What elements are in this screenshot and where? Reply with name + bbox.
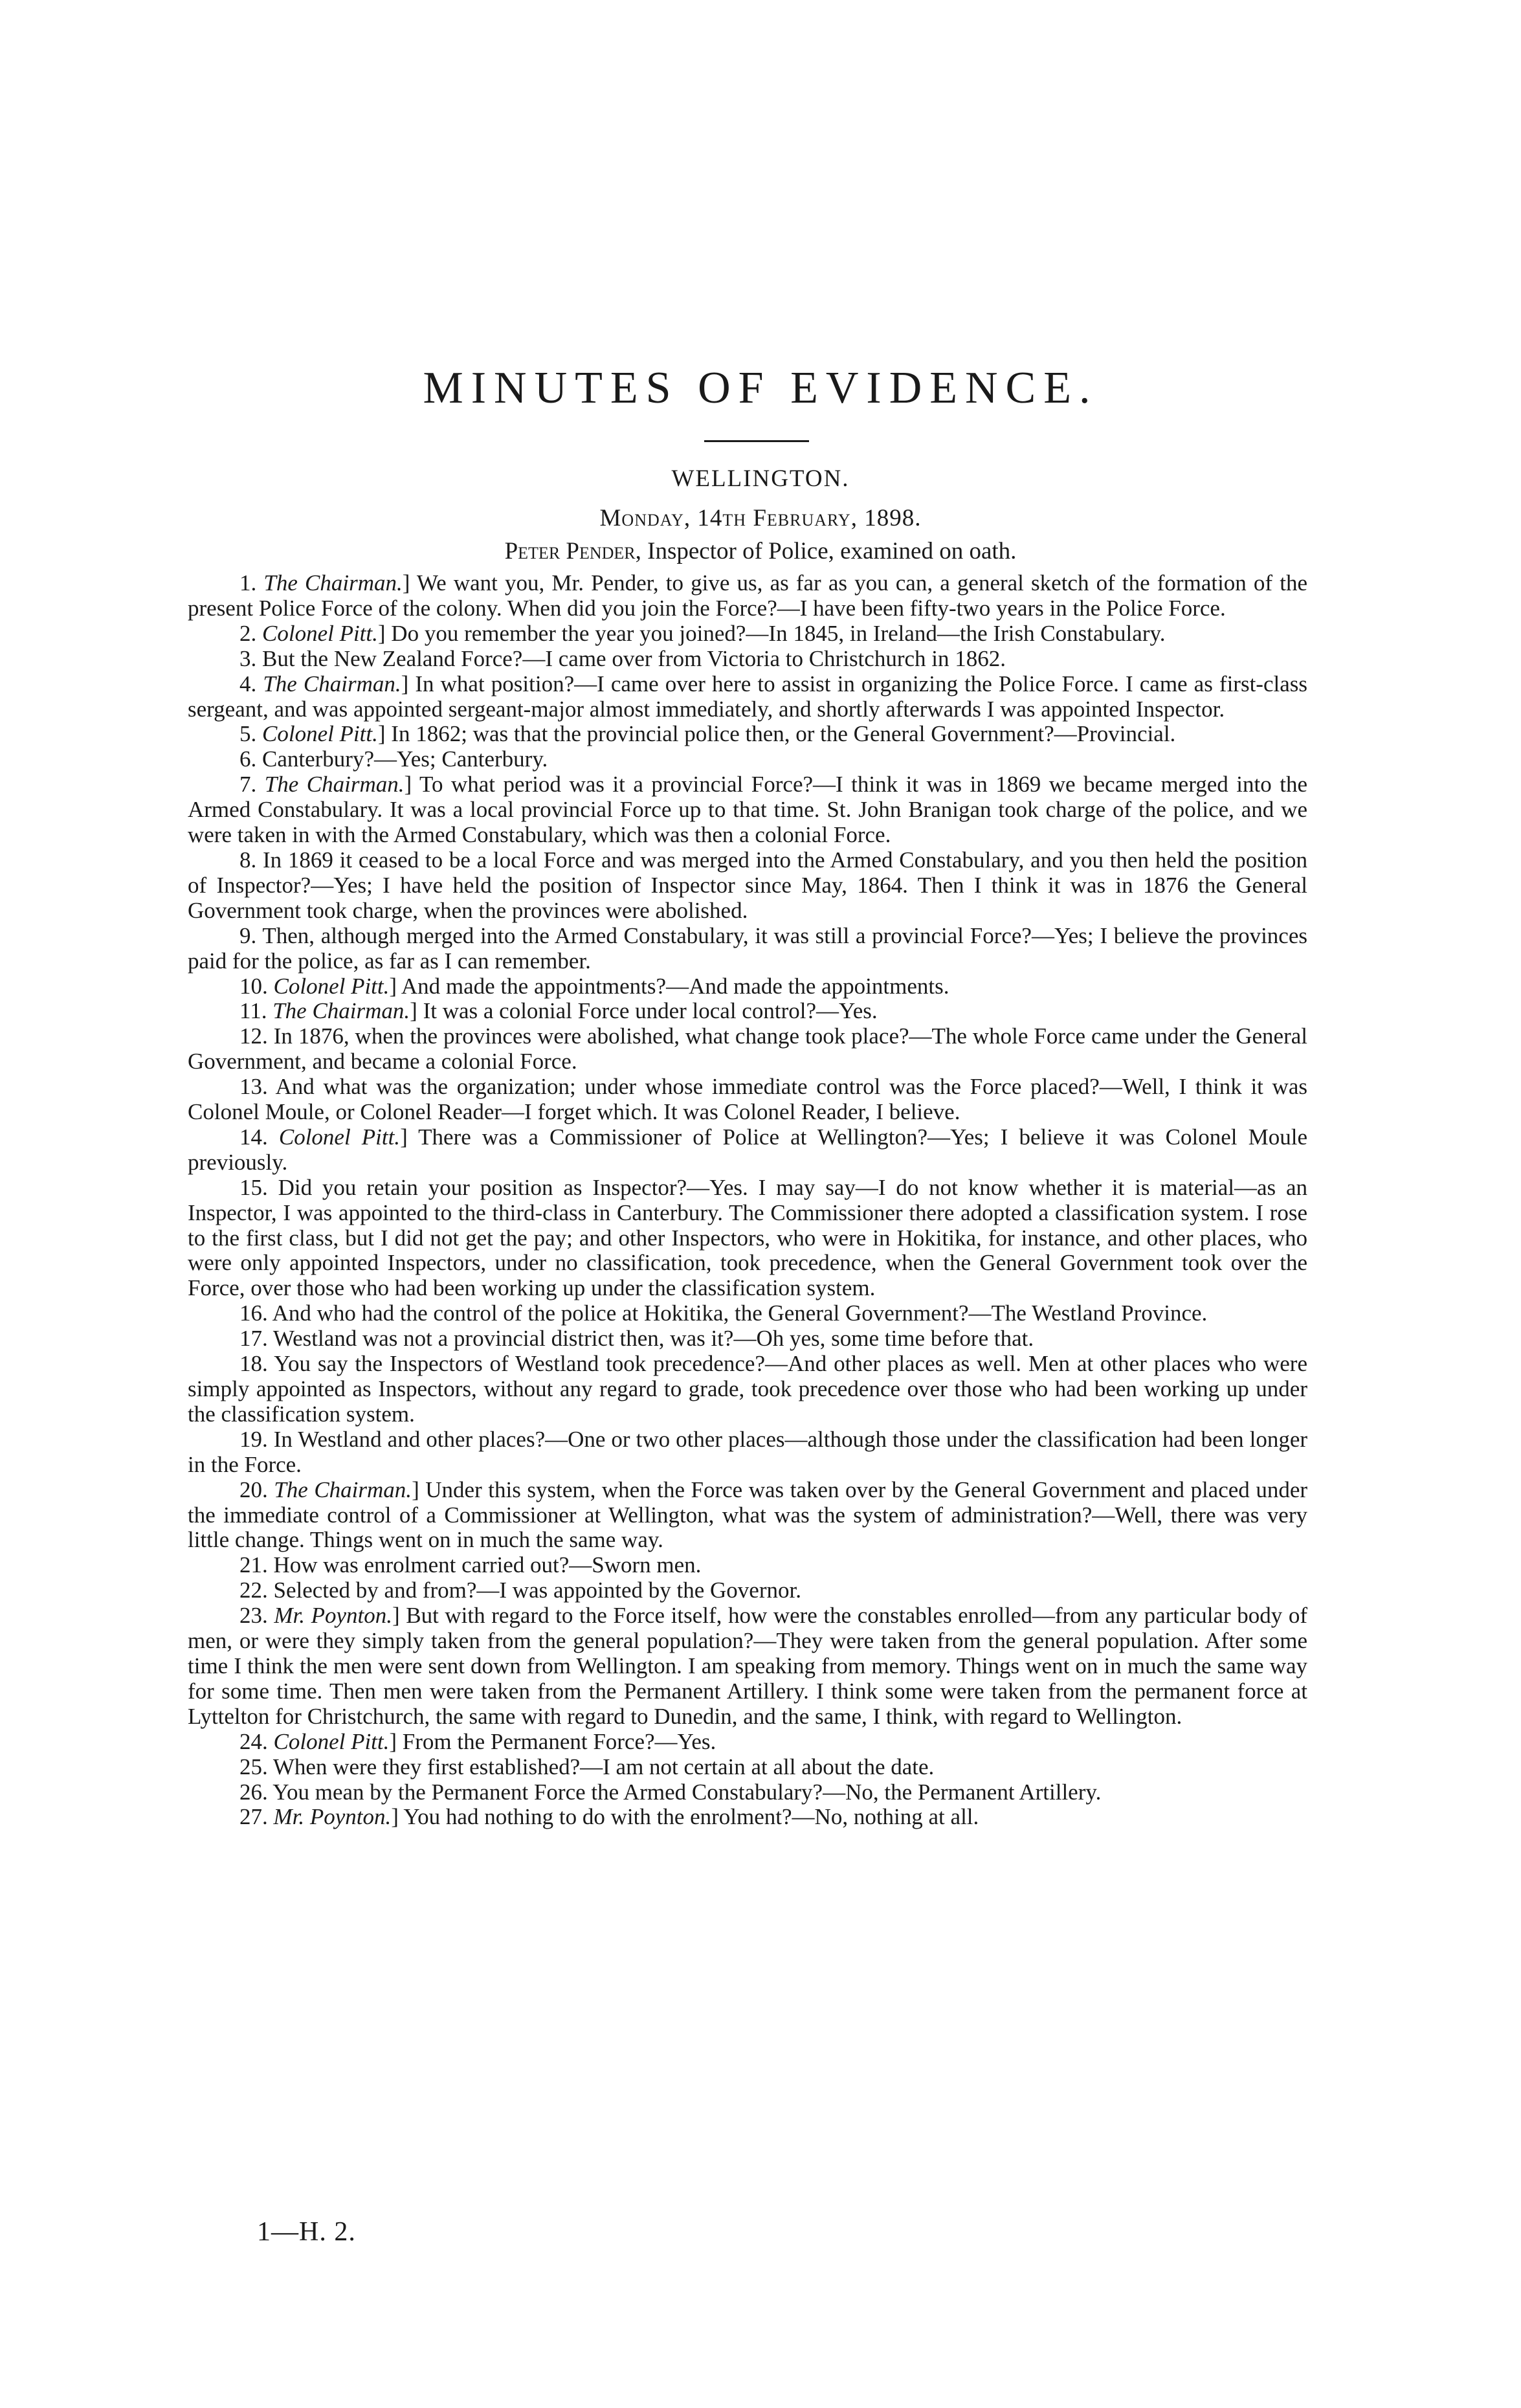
question-paragraph: 10. Colonel Pitt.] And made the appointments?—And made the appointments. bbox=[239, 973, 949, 999]
sitting-date: Monday, 14th February, 1898. bbox=[599, 505, 922, 531]
question-paragraph: 20. The Chairman.] Under this system, when the Force was taken over by the General Government and placed under the immediate control of a Commissioner at Wellington, what was the system of administration?—Well, there was very little change. Things went on in much the same way. bbox=[188, 1477, 1308, 1553]
witness-description: , Inspector of Police, examined on oath. bbox=[635, 538, 1017, 564]
question-paragraph: 4. The Chairman.] In what position?—I came over here to assist in organizing the Police Force. I came as first-class sergeant, and was appointed sergeant-major almost immediately, and shortly afterwards I was appointed Inspector. bbox=[188, 671, 1308, 722]
question-paragraph: 6. Canterbury?—Yes; Canterbury. bbox=[239, 746, 548, 772]
place-heading: WELLINGTON. bbox=[671, 465, 850, 492]
question-paragraph: 19. In Westland and other places?—One or two other places—although those under the classification had been longer in the Force. bbox=[188, 1426, 1308, 1477]
question-paragraph: 13. And what was the organization; under whose immediate control was the Force placed?—Well, I think it was Colonel Moule, or Colonel Reader—I forget which. It was Colonel Reader, I believe. bbox=[188, 1074, 1307, 1125]
question-paragraph: 2. Colonel Pitt.] Do you remember the year you joined?—In 1845, in Ireland—the Irish Constabulary. bbox=[239, 620, 1166, 646]
question-paragraph: 26. You mean by the Permanent Force the Armed Constabulary?—No, the Permanent Artillery. bbox=[239, 1779, 1102, 1805]
question-paragraph: 11. The Chairman.] It was a colonial Force under local control?—Yes. bbox=[239, 998, 878, 1024]
question-paragraph: 3. But the New Zealand Force?—I came over from Victoria to Christchurch in 1862. bbox=[239, 645, 1006, 671]
question-paragraph: 27. Mr. Poynton.] You had nothing to do with the enrolment?—No, nothing at all. bbox=[239, 1804, 979, 1830]
question-paragraph: 8. In 1869 it ceased to be a local Force and was merged into the Armed Constabulary, and you then held the position of Inspector?—Yes; I have held the position of Inspector since May, 1864. Then I think it was in 1876 the General Government took charge, when the provinces were abolished. bbox=[188, 847, 1307, 923]
question-paragraph: 23. Mr. Poynton.] But with regard to the Force itself, how were the constables enrolled—from any particular body of men, or were they simply taken from the general population?—They were taken from the general population. After some time I think the men were sent down from Wellington. I am speaking from memory. Things went on in much the same way for some time. Then men were taken from the Permanent Artillery. I think some were taken from the permanent force at Lyttelton for Christchurch, the same with regard to Dunedin, and the same, I think, with regard to Wellington. bbox=[188, 1603, 1308, 1729]
evidence-body bbox=[188, 571, 1307, 1830]
question-paragraph: 17. Westland was not a provincial district then, was it?—Oh yes, some time before that. bbox=[239, 1326, 1034, 1352]
question-paragraph: 1. The Chairman.] We want you, Mr. Pender, to give us, as far as you can, a general sketch of the formation of the present Police Force of the colony. When did you join the Force?—I have been fifty-two years in the Police Force. bbox=[188, 570, 1307, 621]
question-paragraph: 5. Colonel Pitt.] In 1862; was that the provincial police then, or the General Government?—Provincial. bbox=[239, 721, 1176, 747]
witness-name: Peter Pender bbox=[504, 538, 636, 564]
question-paragraph: 7. The Chairman.] To what period was it a provincial Force?—I think it was in 1869 we became merged into the Armed Constabulary. It was a local provincial Force up to that time. St. John Branigan took charge of the police, and we were taken in with the Armed Constabulary, which was then a colonial Force. bbox=[188, 772, 1308, 848]
question-paragraph: 25. When were they first established?—I am not certain at all about the date. bbox=[239, 1754, 935, 1779]
question-paragraph: 15. Did you retain your position as Inspector?—Yes. I may say—I do not know whether it is material—as an Inspector, I was appointed to the third-class in Canterbury. The Commissioner there adopted a classification system. I rose to the first class, but I did not get the pay; and other Inspectors, who were in Hokitika, for instance, and other places, who were only appointed Inspectors, under no classification, took precedence, when the General Government took over the Force, over those who had been working up under the classification system. bbox=[188, 1174, 1308, 1301]
page-signature: 1—H. 2. bbox=[257, 2217, 356, 2247]
question-paragraph: 18. You say the Inspectors of Westland took precedence?—And other places as well. Men at other places who were simply appointed as Inspectors, without any regard to grade, took precedence over those who had been working up under the classification system. bbox=[188, 1351, 1307, 1427]
question-paragraph: 14. Colonel Pitt.] There was a Commissioner of Police at Wellington?—Yes; I believe it was Colonel Moule previously. bbox=[188, 1124, 1307, 1175]
question-paragraph: 9. Then, although merged into the Armed Constabulary, it was still a provincial Force?—Yes; I believe the provinces paid for the police, as far as I can remember. bbox=[188, 922, 1307, 974]
question-paragraph: 22. Selected by and from?—I was appointed by the Governor. bbox=[239, 1577, 801, 1603]
question-paragraph: 16. And who had the control of the police at Hokitika, the General Government?—The Westland Province. bbox=[239, 1300, 1208, 1326]
question-paragraph: 21. How was enrolment carried out?—Sworn men. bbox=[239, 1552, 702, 1578]
page-title: MINUTES OF EVIDENCE. bbox=[423, 363, 1098, 413]
question-paragraph: 12. In 1876, when the provinces were abolished, what change took place?—The whole Force came under the General Government, and became a colonial Force. bbox=[188, 1023, 1307, 1075]
witness-line bbox=[0, 537, 1521, 565]
question-paragraph: 24. Colonel Pitt.] From the Permanent Force?—Yes. bbox=[239, 1728, 716, 1754]
title-rule bbox=[704, 440, 809, 442]
